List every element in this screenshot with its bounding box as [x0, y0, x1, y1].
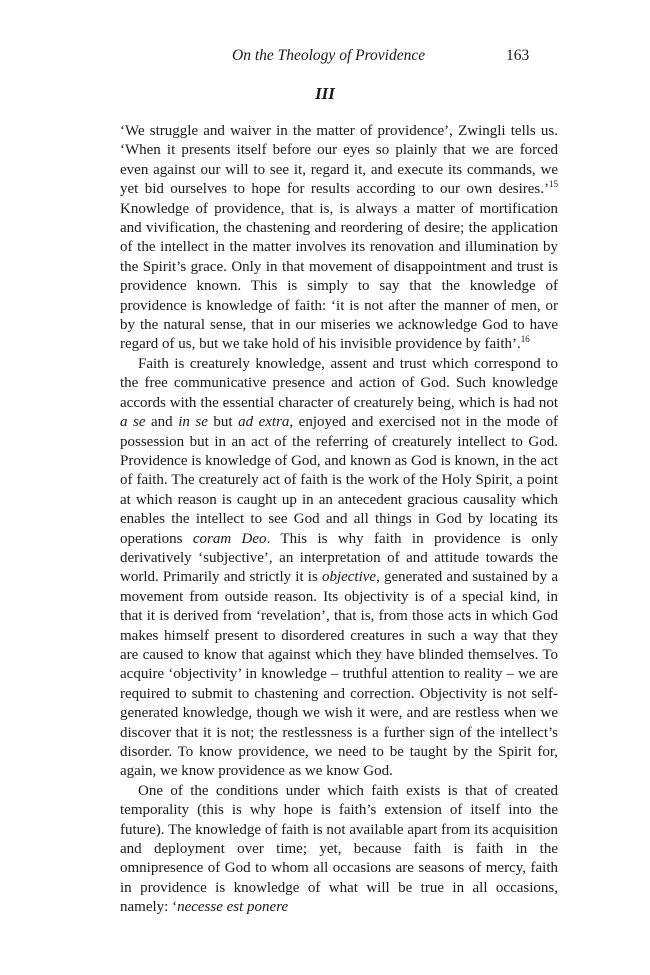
italic-text: necesse est ponere — [177, 899, 289, 916]
text-segment: Faith is creaturely knowledge, assent and trust which correspond to the free communicative presence and action of God. Such knowledge accords with the essential character of creaturely being, which is had not — [120, 355, 558, 411]
body-text — [120, 122, 558, 918]
running-head — [0, 47, 650, 69]
running-head-title: On the Theology of Providence — [232, 47, 426, 64]
section-heading: III — [315, 84, 335, 103]
footnote-marker: 15 — [549, 179, 558, 190]
paragraph — [120, 782, 558, 918]
paragraph — [120, 122, 558, 355]
text-segment: and — [145, 414, 179, 431]
text-segment: , enjoyed and exercised not in the mode of possession but in an act of the referring of creaturely intellect to God. Providence is knowledge of God, and known as God is known, in the act of faith. The creaturely act of faith is the work of the Holy Spirit, a point at which reason is caught up in an antecedent gracious causality which enables the intellect to see God and all things in God by locating its operations — [120, 414, 558, 547]
text-segment: One of the conditions under which faith exists is that of created temporality (this is why hope is faith’s extension of itself into the future). The knowledge of faith is not available apart from its acquisition and deployment over time; yet, because faith is faith in the omnipresence of God to whom all occasions are seasons of mercy, faith in providence is knowledge of what will be true in all occasions, namely: ‘ — [120, 782, 558, 916]
italic-text: a se — [120, 414, 146, 431]
italic-text: coram Deo — [192, 530, 267, 547]
footnote-marker: 16 — [520, 334, 530, 345]
italic-text: in se — [178, 414, 208, 431]
text-segment: . This is why faith in providence is only derivatively ‘subjective’, an interpretation of and attitude towards the world. Primarily and strictly it is — [120, 530, 558, 586]
italic-text: objective — [321, 569, 377, 586]
paragraph — [120, 355, 558, 782]
text-segment: but — [207, 414, 239, 431]
text-segment: , generated and sustained by a movement from outside reason. Its objectivity is of a special kind, in that it is derived from ‘revelation’, that is, from those acts in which God makes himself present to disordered creatures in such a way that they are caused to know that against which they have blinded themselves. To acquire ‘objectivity’ in knowledge – truthful attention to reality – we are required to submit to chastening and correction. Objectivity is not self-generated knowledge, though we wish it were, and are restless when we discover that it is not; the restlessness is a further sign of the intellect’s disorder. To know providence, we need to be taught by the Spirit for, again, we know providence as we know God. — [120, 569, 558, 780]
text-segment: Knowledge of providence, that is, is always a matter of mortification and vivification, the chastening and reordering of desire; the application of the intellect in the matter involves its renovation and illumination by the Spirit’s grace. Only in that movement of disappointment and trust is providence known. This is simply to say that the knowledge of providence is knowledge of faith: ‘it is not after the manner of men, or by the natural sense, that in our miseries we acknowledge God to have regard of us, but we take hold of his invisible providence by faith’. — [120, 200, 558, 353]
italic-text: ad extra — [238, 414, 290, 431]
page-number: 163 — [506, 47, 530, 64]
text-segment: ‘We struggle and waiver in the matter of providence’, Zwingli tells us. ‘When it presents itself before our eyes so plainly that we are forced even against our will to see it, regard it, and execute its commands, we yet bid ourselves to hope for results according to our own desires.’ — [120, 123, 558, 198]
